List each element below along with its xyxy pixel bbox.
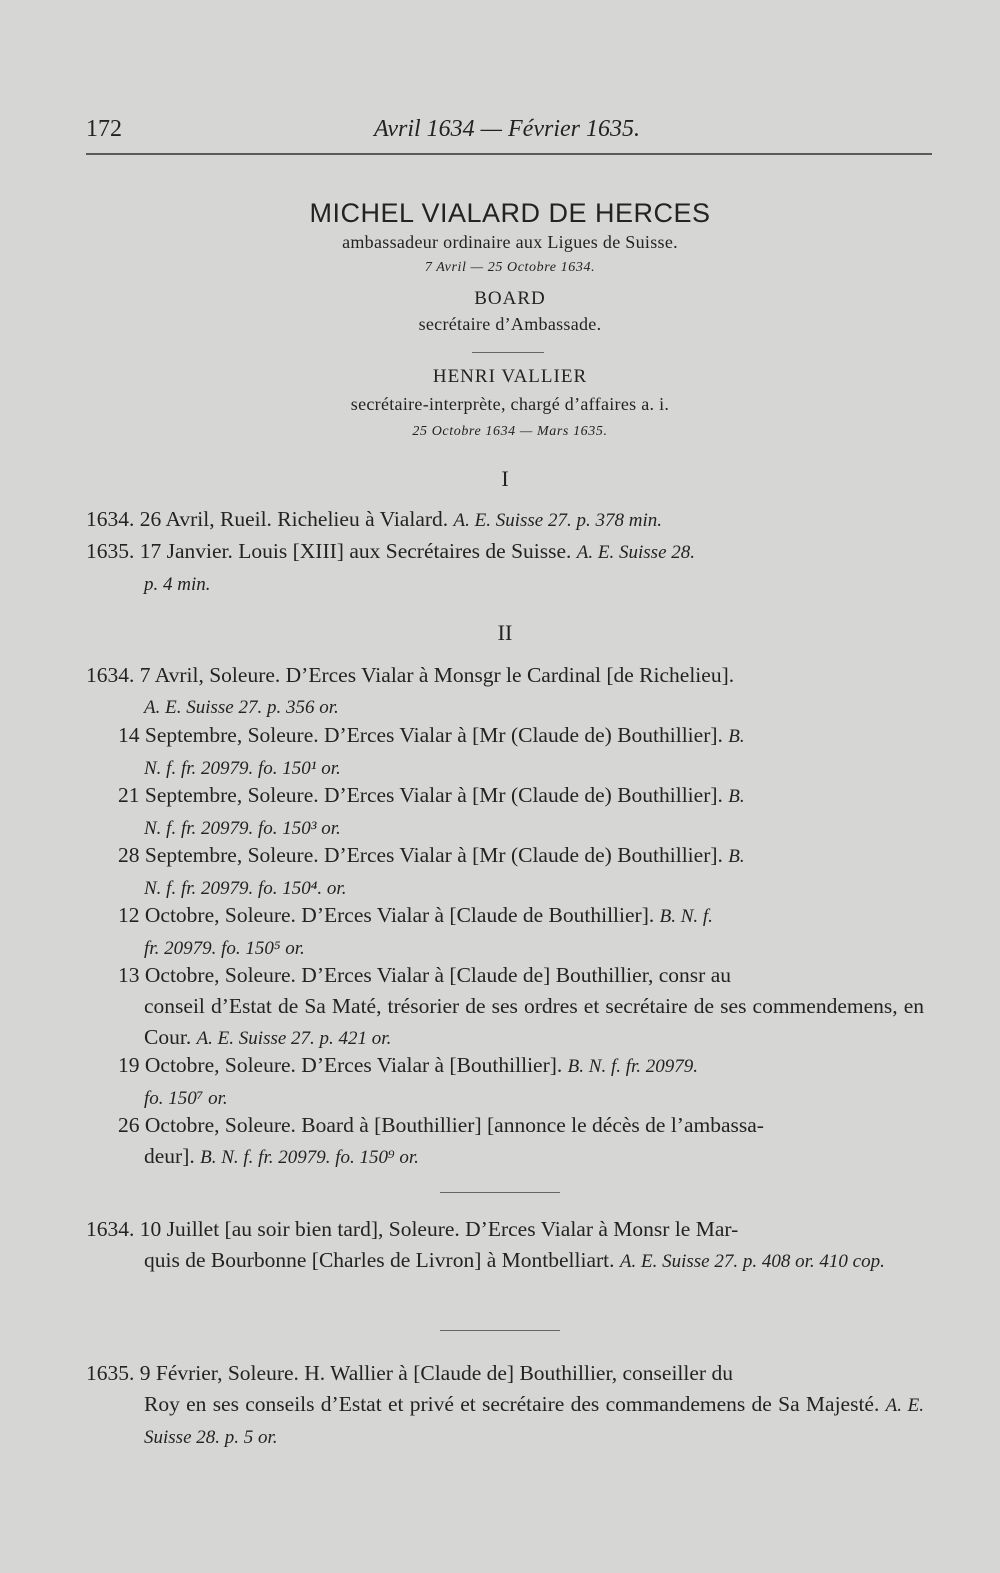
interpreter-name: HENRI VALLIER <box>432 366 588 387</box>
list-item: 1634. 10 Juillet [au soir bien tard], Soleure. D’Erces Vialar à Monsr le Mar- quis de Bourbonne [Charles de Livron] à Montbelliart. A. E. Suisse 27. p. 408 or. 410 cop. <box>86 1217 885 1272</box>
list-item: 12 Octobre, Soleure. D’Erces Vialar à [Claude de Bouthillier]. B. N. f. fr. 20979. fo. 150⁵ or. <box>118 903 713 959</box>
interpreter-dates: 25 Octobre 1634 — Mars 1635. <box>412 424 608 439</box>
running-title: Avril 1634 — Février 1635. <box>374 116 640 142</box>
list-item: 26 Octobre, Soleure. Board à [Bouthillier] [annonce le décès de l’ambassa- deur]. B. N. f. fr. 20979. fo. 150⁹ or. <box>118 1113 764 1168</box>
section-numeral-1: I <box>501 466 509 491</box>
separator-rule <box>440 1192 560 1193</box>
ambassador-dates: 7 Avril — 25 Octobre 1634. <box>424 260 596 275</box>
list-item: 19 Octobre, Soleure. D’Erces Vialar à [Bouthillier]. B. N. f. fr. 20979. fo. 150⁷ or. <box>118 1053 699 1109</box>
list-item: 1634. 26 Avril, Rueil. Richelieu à Vialard. A. E. Suisse 27. p. 378 min. <box>86 507 662 531</box>
list-item: 13 Octobre, Soleure. D’Erces Vialar à [Claude de] Bouthillier, consr au conseil d’Estat de Sa Maté, trésorier de ses ordres et secrétaire de ses commendemens, en Cour. A. E. Suisse 27. p. 421 or. <box>118 963 924 1049</box>
ambassador-role: ambassadeur ordinaire aux Ligues de Suisse. <box>342 232 678 252</box>
ambassador-name: MICHEL VIALARD DE HERCES <box>309 198 711 228</box>
list-item: 14 Septembre, Soleure. D’Erces Vialar à [Mr (Claude de) Bouthillier]. B. N. f. fr. 20979. fo. 150¹ or. <box>118 723 745 779</box>
section-numeral-2: II <box>497 620 513 645</box>
list-item: 1635. 9 Février, Soleure. H. Wallier à [Claude de] Bouthillier, conseiller du Roy en ses conseils d’Estat et privé et secrétaire des commandemens de Sa Majesté. A. E. Suisse 28. p. 5 or. <box>86 1361 924 1448</box>
secretary-role: secrétaire d’Ambassade. <box>418 314 602 334</box>
separator-rule <box>472 352 544 353</box>
secretary-name: BOARD <box>474 288 546 309</box>
header-rule <box>86 153 932 155</box>
list-item: 1635. 17 Janvier. Louis [XIII] aux Secrétaires de Suisse. A. E. Suisse 28. p. 4 min. <box>86 539 696 595</box>
list-item: 28 Septembre, Soleure. D’Erces Vialar à [Mr (Claude de) Bouthillier]. B. N. f. fr. 20979. fo. 150⁴. or. <box>118 843 745 899</box>
list-item: 1634. 7 Avril, Soleure. D’Erces Vialar à Monsgr le Cardinal [de Richelieu]. A. E. Suisse 27. p. 356 or. <box>86 663 735 718</box>
list-item: 21 Septembre, Soleure. D’Erces Vialar à [Mr (Claude de) Bouthillier]. B. N. f. fr. 20979. fo. 150³ or. <box>118 783 745 839</box>
interpreter-role: secrétaire-interprète, chargé d’affaires a. i. <box>350 394 670 414</box>
page-number: 172 <box>86 116 122 142</box>
separator-rule <box>440 1330 560 1331</box>
